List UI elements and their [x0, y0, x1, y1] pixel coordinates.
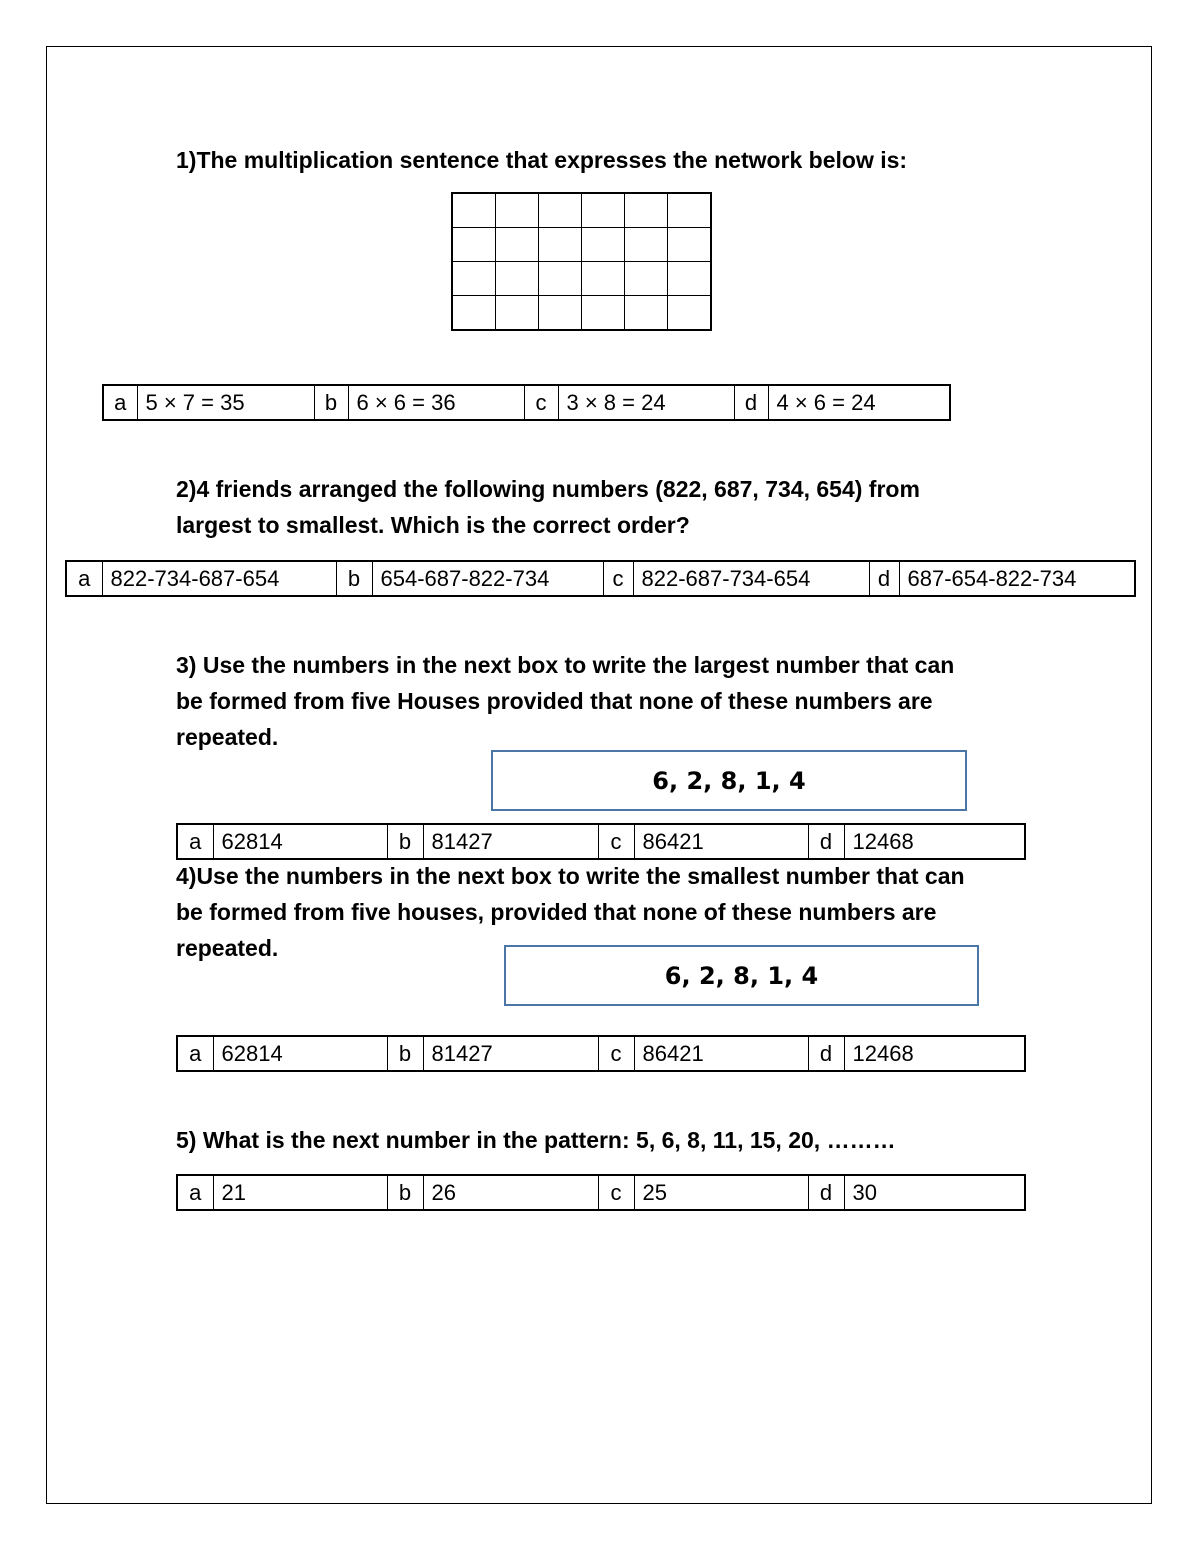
option-c-letter: c: [598, 1175, 634, 1210]
option-a-letter: a: [177, 1175, 213, 1210]
option-d-answer[interactable]: 12468: [844, 1036, 1025, 1071]
option-b-letter: b: [336, 561, 372, 596]
question-5-options: [176, 1174, 1026, 1211]
option-c-letter: c: [598, 824, 634, 859]
option-c-answer[interactable]: 822-687-734-654: [633, 561, 869, 596]
question-4-number-box: 6, 2, 8, 1, 4: [504, 945, 979, 1006]
question-4-text-line-1: 4)Use the numbers in the next box to write the smallest number that can: [176, 863, 965, 889]
option-d-letter: d: [869, 561, 899, 596]
option-c-answer[interactable]: 86421: [634, 1036, 808, 1071]
option-b-answer[interactable]: 81427: [423, 824, 598, 859]
question-4-options: [176, 1035, 1026, 1072]
option-b-letter: b: [387, 1175, 423, 1210]
option-a-answer[interactable]: 5 × 7 = 35: [137, 385, 314, 420]
option-a-letter: a: [66, 561, 102, 596]
option-a-answer[interactable]: 822-734-687-654: [102, 561, 336, 596]
question-4-text-line-3: repeated.: [176, 935, 279, 961]
question-3-text-line-1: 3) Use the numbers in the next box to write the largest number that can: [176, 652, 955, 678]
option-a-answer[interactable]: 62814: [213, 1036, 387, 1071]
option-c-answer[interactable]: 3 × 8 = 24: [558, 385, 734, 420]
question-2-text-line-1: 2)4 friends arranged the following numbers (822, 687, 734, 654) from: [176, 476, 920, 502]
option-c-answer[interactable]: 86421: [634, 824, 808, 859]
option-d-letter: d: [734, 385, 768, 420]
option-d-answer[interactable]: 12468: [844, 824, 1025, 859]
option-b-letter: b: [387, 824, 423, 859]
question-5-text: 5) What is the next number in the pattern: 5, 6, 8, 11, 15, 20, ………: [176, 1127, 896, 1153]
option-b-answer[interactable]: 81427: [423, 1036, 598, 1071]
option-b-letter: b: [387, 1036, 423, 1071]
question-1-options: [102, 384, 951, 421]
question-2-options: [65, 560, 1136, 597]
option-a-letter: a: [177, 1036, 213, 1071]
option-d-answer[interactable]: 30: [844, 1175, 1025, 1210]
question-4-text-line-2: be formed from five houses, provided that none of these numbers are: [176, 899, 937, 925]
option-d-letter: d: [808, 824, 844, 859]
option-c-letter: c: [524, 385, 558, 420]
question-1-text: 1)The multiplication sentence that expresses the network below is:: [176, 147, 908, 173]
multiplication-grid: [451, 192, 712, 331]
question-3-options: [176, 823, 1026, 860]
question-3-text-line-3: repeated.: [176, 724, 279, 750]
option-b-answer[interactable]: 6 × 6 = 36: [348, 385, 524, 420]
option-d-answer[interactable]: 4 × 6 = 24: [768, 385, 950, 420]
option-b-letter: b: [314, 385, 348, 420]
option-a-letter: a: [177, 824, 213, 859]
question-2-text-line-2: largest to smallest. Which is the correct order?: [176, 512, 690, 538]
option-b-answer[interactable]: 654-687-822-734: [372, 561, 603, 596]
option-a-answer[interactable]: 62814: [213, 824, 387, 859]
question-3-number-box: 6, 2, 8, 1, 4: [491, 750, 967, 811]
option-b-answer[interactable]: 26: [423, 1175, 598, 1210]
option-d-answer[interactable]: 687-654-822-734: [899, 561, 1135, 596]
option-d-letter: d: [808, 1036, 844, 1071]
option-c-letter: c: [603, 561, 633, 596]
option-a-answer[interactable]: 21: [213, 1175, 387, 1210]
option-d-letter: d: [808, 1175, 844, 1210]
question-3-text-line-2: be formed from five Houses provided that none of these numbers are: [176, 688, 933, 714]
option-c-letter: c: [598, 1036, 634, 1071]
option-a-letter: a: [103, 385, 137, 420]
option-c-answer[interactable]: 25: [634, 1175, 808, 1210]
